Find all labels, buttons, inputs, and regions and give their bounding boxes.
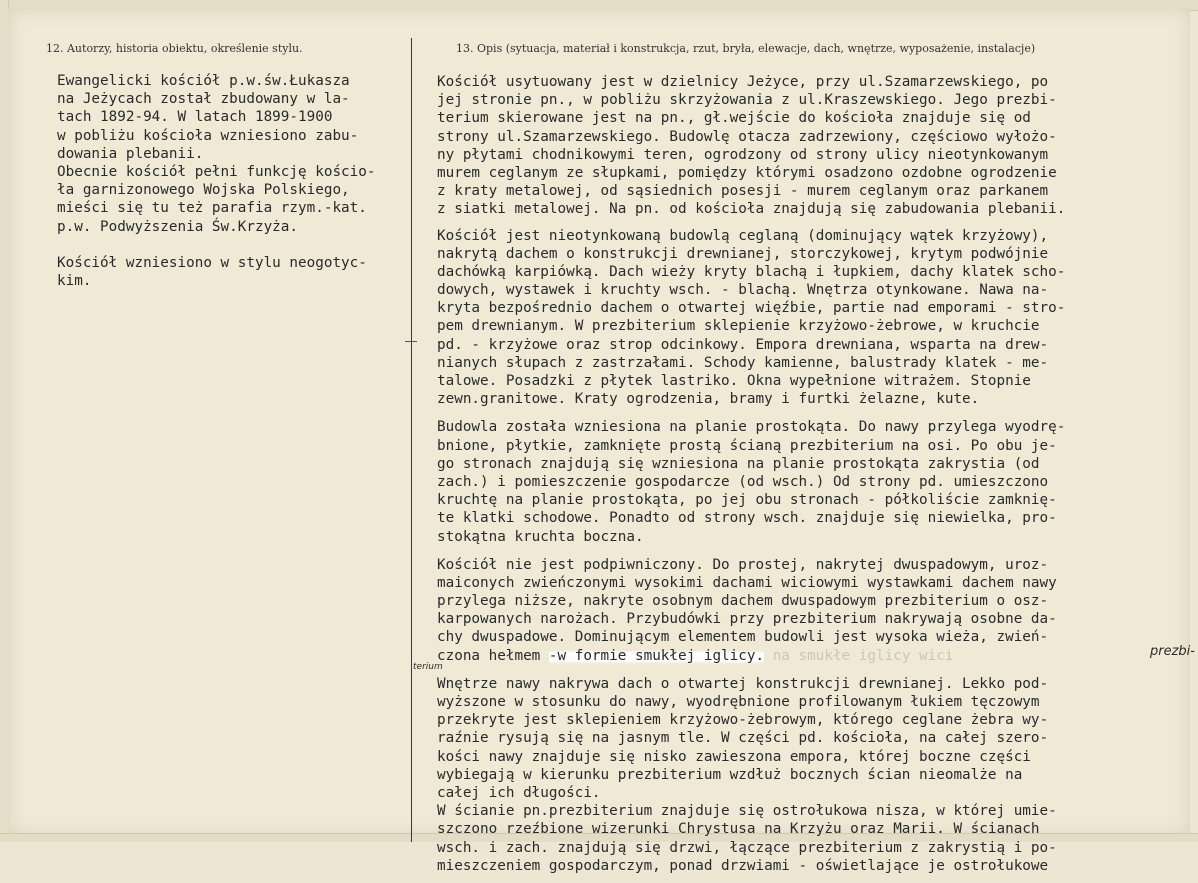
text-line: tach 1892-94. W latach 1899-1900: [57, 109, 333, 126]
divider-tick-mark: [405, 341, 417, 342]
text-line: dachówką karpiówką. Dach wieży kryty blachą i łupkiem, dachy klatek scho-: [437, 263, 1066, 280]
right-paragraph-materials: [437, 227, 1137, 409]
text-line: wybiegają w kierunku prezbiterium wzdłuż bocznych ścian nieomalże na: [437, 766, 1023, 783]
left-paragraph-history: [57, 72, 407, 163]
left-column-text: [57, 72, 407, 290]
text-line: pd. - krzyżowe oraz strop odcinkowy. Empora drewniana, wsparta na drew-: [437, 336, 1049, 353]
text-line: ny płytami chodnikowymi teren, ogrodzony od strony ulicy nieotynkowanym: [437, 146, 1049, 163]
right-column-text: [437, 73, 1137, 883]
text-line: mieści się tu też parafia rzym.-kat.: [57, 200, 367, 217]
right-paragraph-interior: [437, 675, 1137, 875]
text-line: zach.) i pomieszczenie gospodarcze (od wsch.) Od strony pd. umieszczono: [437, 473, 1049, 490]
text-line: kości nawy znajduje się nisko zawieszona empora, której boczne części: [437, 748, 1031, 765]
section-header-description: 13. Opis (sytuacja, materiał i konstrukcja, rzut, bryła, elewacje, dach, wnętrze, wyposażenie, instalacje): [456, 42, 1036, 55]
text-line: strony ul.Szamarzewskiego. Budowlę otacza zadrzewiony, częściowo wyłożo-: [437, 128, 1057, 145]
column-divider: [411, 38, 412, 842]
text-line: kruchtę na planie prostokąta, po jej obu stronach - półkoliście zamknię-: [437, 492, 1057, 509]
text-line: W ścianie pn.prezbiterium znajduje się ostrołukowa nisza, w której umie-: [437, 803, 1057, 820]
text-line: wyższone w stosunku do nawy, wyodrębnione profilowanym łukiem tęczowym: [437, 694, 1040, 710]
text-line: Ewangelicki kościół p.w.św.Łukasza: [57, 73, 350, 89]
section-header-authors-history: 12. Autorzy, historia obiektu, określenie stylu.: [46, 42, 303, 55]
text-line: mieszczeniem gospodarczym, ponad drzwiami - oświetlające je ostrołukowe: [437, 857, 1049, 874]
handwritten-note-prezbi: prezbi-: [1150, 644, 1195, 659]
handwritten-note-terium: terium: [413, 662, 443, 672]
text-line: z kraty metalowej, od sąsiednich posesji - murem ceglanym oraz parkanem: [437, 183, 1049, 200]
text-line: Kościół usytuowany jest w dzielnicy Jeżyce, przy ul.Szamarzewskiego, po: [437, 74, 1049, 90]
text-line-corrected: [437, 647, 1137, 665]
left-paragraph-current-use: [57, 163, 407, 236]
text-line: zewn.granitowe. Kraty ogrodzenia, bramy i furtki żelazne, kute.: [437, 391, 980, 408]
text-line: wsch. i zach. znajdują się drzwi, łączące prezbiterium z zakrystią i po-: [437, 839, 1057, 856]
right-paragraph-plan: [437, 418, 1137, 545]
correction-tape-highlight: -w formie smukłej iglicy.: [548, 647, 765, 664]
text-line: bnione, płytkie, zamknięte prostą ścianą prezbiterium na osi. Po obu je-: [437, 437, 1057, 454]
text-line: kryta bezpośrednio dachem o otwartej więźbie, partie nad emporami - stro-: [437, 300, 1066, 317]
text-line: Kościół wzniesiono w stylu neogotyc-: [57, 254, 367, 271]
text-line: terium skierowane jest na pn., gł.wejście do kościoła znajduje się od: [437, 110, 1031, 127]
text-line: nakrytą dachem o konstrukcji drewnianej, storczykowej, krytym podwójnie: [437, 245, 1049, 262]
text-line: stokątna kruchta boczna.: [437, 528, 644, 545]
text-line: Budowla została wzniesiona na planie prostokąta. Do nawy przylega wyodrę-: [437, 419, 1066, 436]
text-line: przylega niższe, nakryte osobnym dachem dwuspadowym prezbiterium o osz-: [437, 593, 1049, 610]
text-line: p.w. Podwyższenia Św.Krzyża.: [57, 218, 299, 235]
text-line: go stronach znajdują się wzniesiona na planie prostokąta zakrystia (od: [437, 455, 1040, 472]
text-line: szczono rzeźbione wizerunki Chrystusa na Krzyżu oraz Marii. W ścianach: [437, 821, 1040, 838]
erased-text: na smukłe iglicy wici: [764, 647, 954, 664]
text-line: talowe. Posadzki z płytek lastriko. Okna wypełnione witrażem. Stopnie: [437, 373, 1031, 389]
text-line: dowania plebanii.: [57, 145, 204, 162]
text-line: nianych słupach z zastrzałami. Schody kamienne, balustrady klatek - me-: [437, 354, 1049, 371]
text-line: na Jeżycach został zbudowany w la-: [57, 91, 350, 108]
text-line: maiconych zwieńczonymi wysokimi dachami wiciowymi wystawkami dachem nawy: [437, 574, 1057, 591]
text-line: te klatki schodowe. Ponadto od strony wsch. znajduje się niewielka, pro-: [437, 510, 1057, 527]
text-line: przekryte jest sklepieniem krzyżowo-żebrowym, którego ceglane żebra wy-: [437, 712, 1049, 729]
text-line: chy dwuspadowe. Dominującym elementem budowli jest wysoka wieża, zwień-: [437, 629, 1049, 646]
text-fragment: czona hełmem: [437, 647, 549, 664]
text-line: murem ceglanym ze słupkami, pomiędzy którymi osadzono ozdobne ogrodzenie: [437, 164, 1057, 181]
text-line: całej ich długości.: [437, 784, 601, 801]
text-line: z siatki metalowej. Na pn. od kościoła znajdują się zabudowania plebanii.: [437, 201, 1066, 218]
text-line: Kościół jest nieotynkowaną budowlą ceglaną (dominujący wątek krzyżowy),: [437, 227, 1049, 244]
text-line: Kościół nie jest podpiwniczony. Do prostej, nakrytej dwuspadowym, uroz-: [437, 556, 1049, 573]
text-line: raźnie rysują się na jasnym tle. W części pd. kościoła, na całej szero-: [437, 730, 1049, 747]
text-line: Wnętrze nawy nakrywa dach o otwartej konstrukcji drewnianej. Lekko pod-: [437, 675, 1049, 692]
text-line: ła garnizonowego Wojska Polskiego,: [57, 182, 350, 199]
text-line: pem drewnianym. W prezbiterium sklepienie krzyżowo-żebrowe, w kruchcie: [437, 318, 1040, 335]
text-line: Obecnie kościół pełni funkcję kościo-: [57, 164, 376, 181]
text-line: dowych, wystawek i kruchty wsch. - blachą. Wnętrza otynkowane. Nawa na-: [437, 282, 1049, 299]
text-line: jej stronie pn., w pobliżu skrzyżowania z ul.Kraszewskiego. Jego prezbi-: [437, 92, 1057, 109]
left-paragraph-style: [57, 254, 407, 290]
text-line: karpowanych narożach. Przybudówki przy prezbiterium nakrywają osobne da-: [437, 611, 1057, 628]
text-line: kim.: [57, 273, 92, 290]
right-paragraph-location: [437, 73, 1137, 219]
text-line: w pobliżu kościoła wzniesiono zabu-: [57, 127, 359, 144]
right-paragraph-massing: [437, 556, 1137, 665]
